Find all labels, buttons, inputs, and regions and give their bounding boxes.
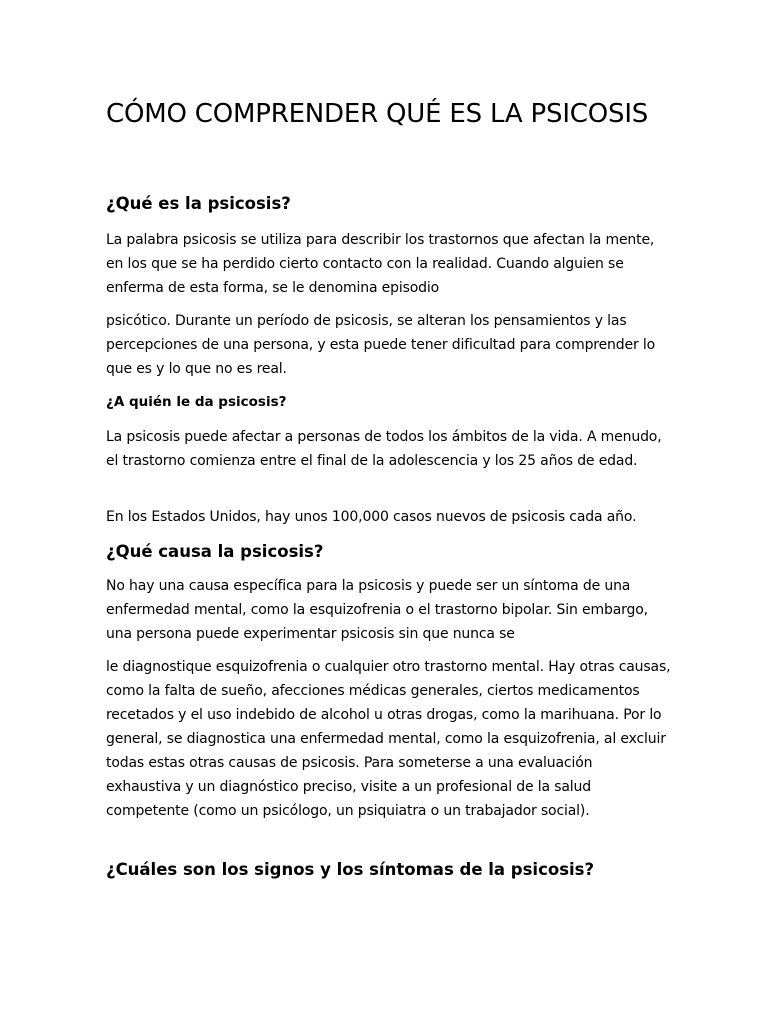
paragraph-a-quien-2: En los Estados Unidos, hay unos 100,000 casos nuevos de psicosis cada año. (106, 509, 637, 525)
section-heading-que-causa: ¿Qué causa la psicosis? (106, 542, 324, 561)
paragraph-a-quien-1: La psicosis puede afectar a personas de todos los ámbitos de la vida. A menudo, el trastorno comienza entre el final de la adolescencia y los 25 años de edad. (106, 429, 662, 469)
paragraph-que-es-2: psicótico. Durante un período de psicosis, se alteran los pensamientos y las percepciones de una persona, y esta puede tener dificultad para comprender lo que es y lo que no es real. (106, 313, 656, 377)
paragraph-que-causa-2: le diagnostique esquizofrenia o cualquier otro trastorno mental. Hay otras causas, como la falta de sueño, afecciones médicas generales, ciertos medicamentos recetados y el uso indebido de alcohol u otras drogas, como la marihuana. Por lo general, se diagnostica una enfermedad mental, como la esquizofrenia, al excluir todas estas otras causas de psicosis. Para someterse a una evaluación exhaustiva y un diagnóstico preciso, visite a un profesional de la salud competente (como un psicólogo, un psiquiatra o un trabajador social). (106, 659, 671, 819)
paragraph-que-es-1: La palabra psicosis se utiliza para describir los trastornos que afectan la mente, en los que se ha perdido cierto contacto con la realidad. Cuando alguien se enferma de esta forma, se le denomina episodio (106, 232, 655, 296)
section-heading-que-es: ¿Qué es la psicosis? (106, 194, 291, 213)
document-title: CÓMO COMPRENDER QUÉ ES LA PSICOSIS (106, 99, 649, 129)
section-heading-a-quien: ¿A quién le da psicosis? (106, 394, 287, 410)
paragraph-que-causa-1: No hay una causa específica para la psicosis y puede ser un síntoma de una enfermedad mental, como la esquizofrenia o el trastorno bipolar. Sin embargo, una persona puede experimentar psicosis sin que nunca se (106, 578, 648, 642)
section-heading-signos: ¿Cuáles son los signos y los síntomas de la psicosis? (106, 860, 595, 879)
